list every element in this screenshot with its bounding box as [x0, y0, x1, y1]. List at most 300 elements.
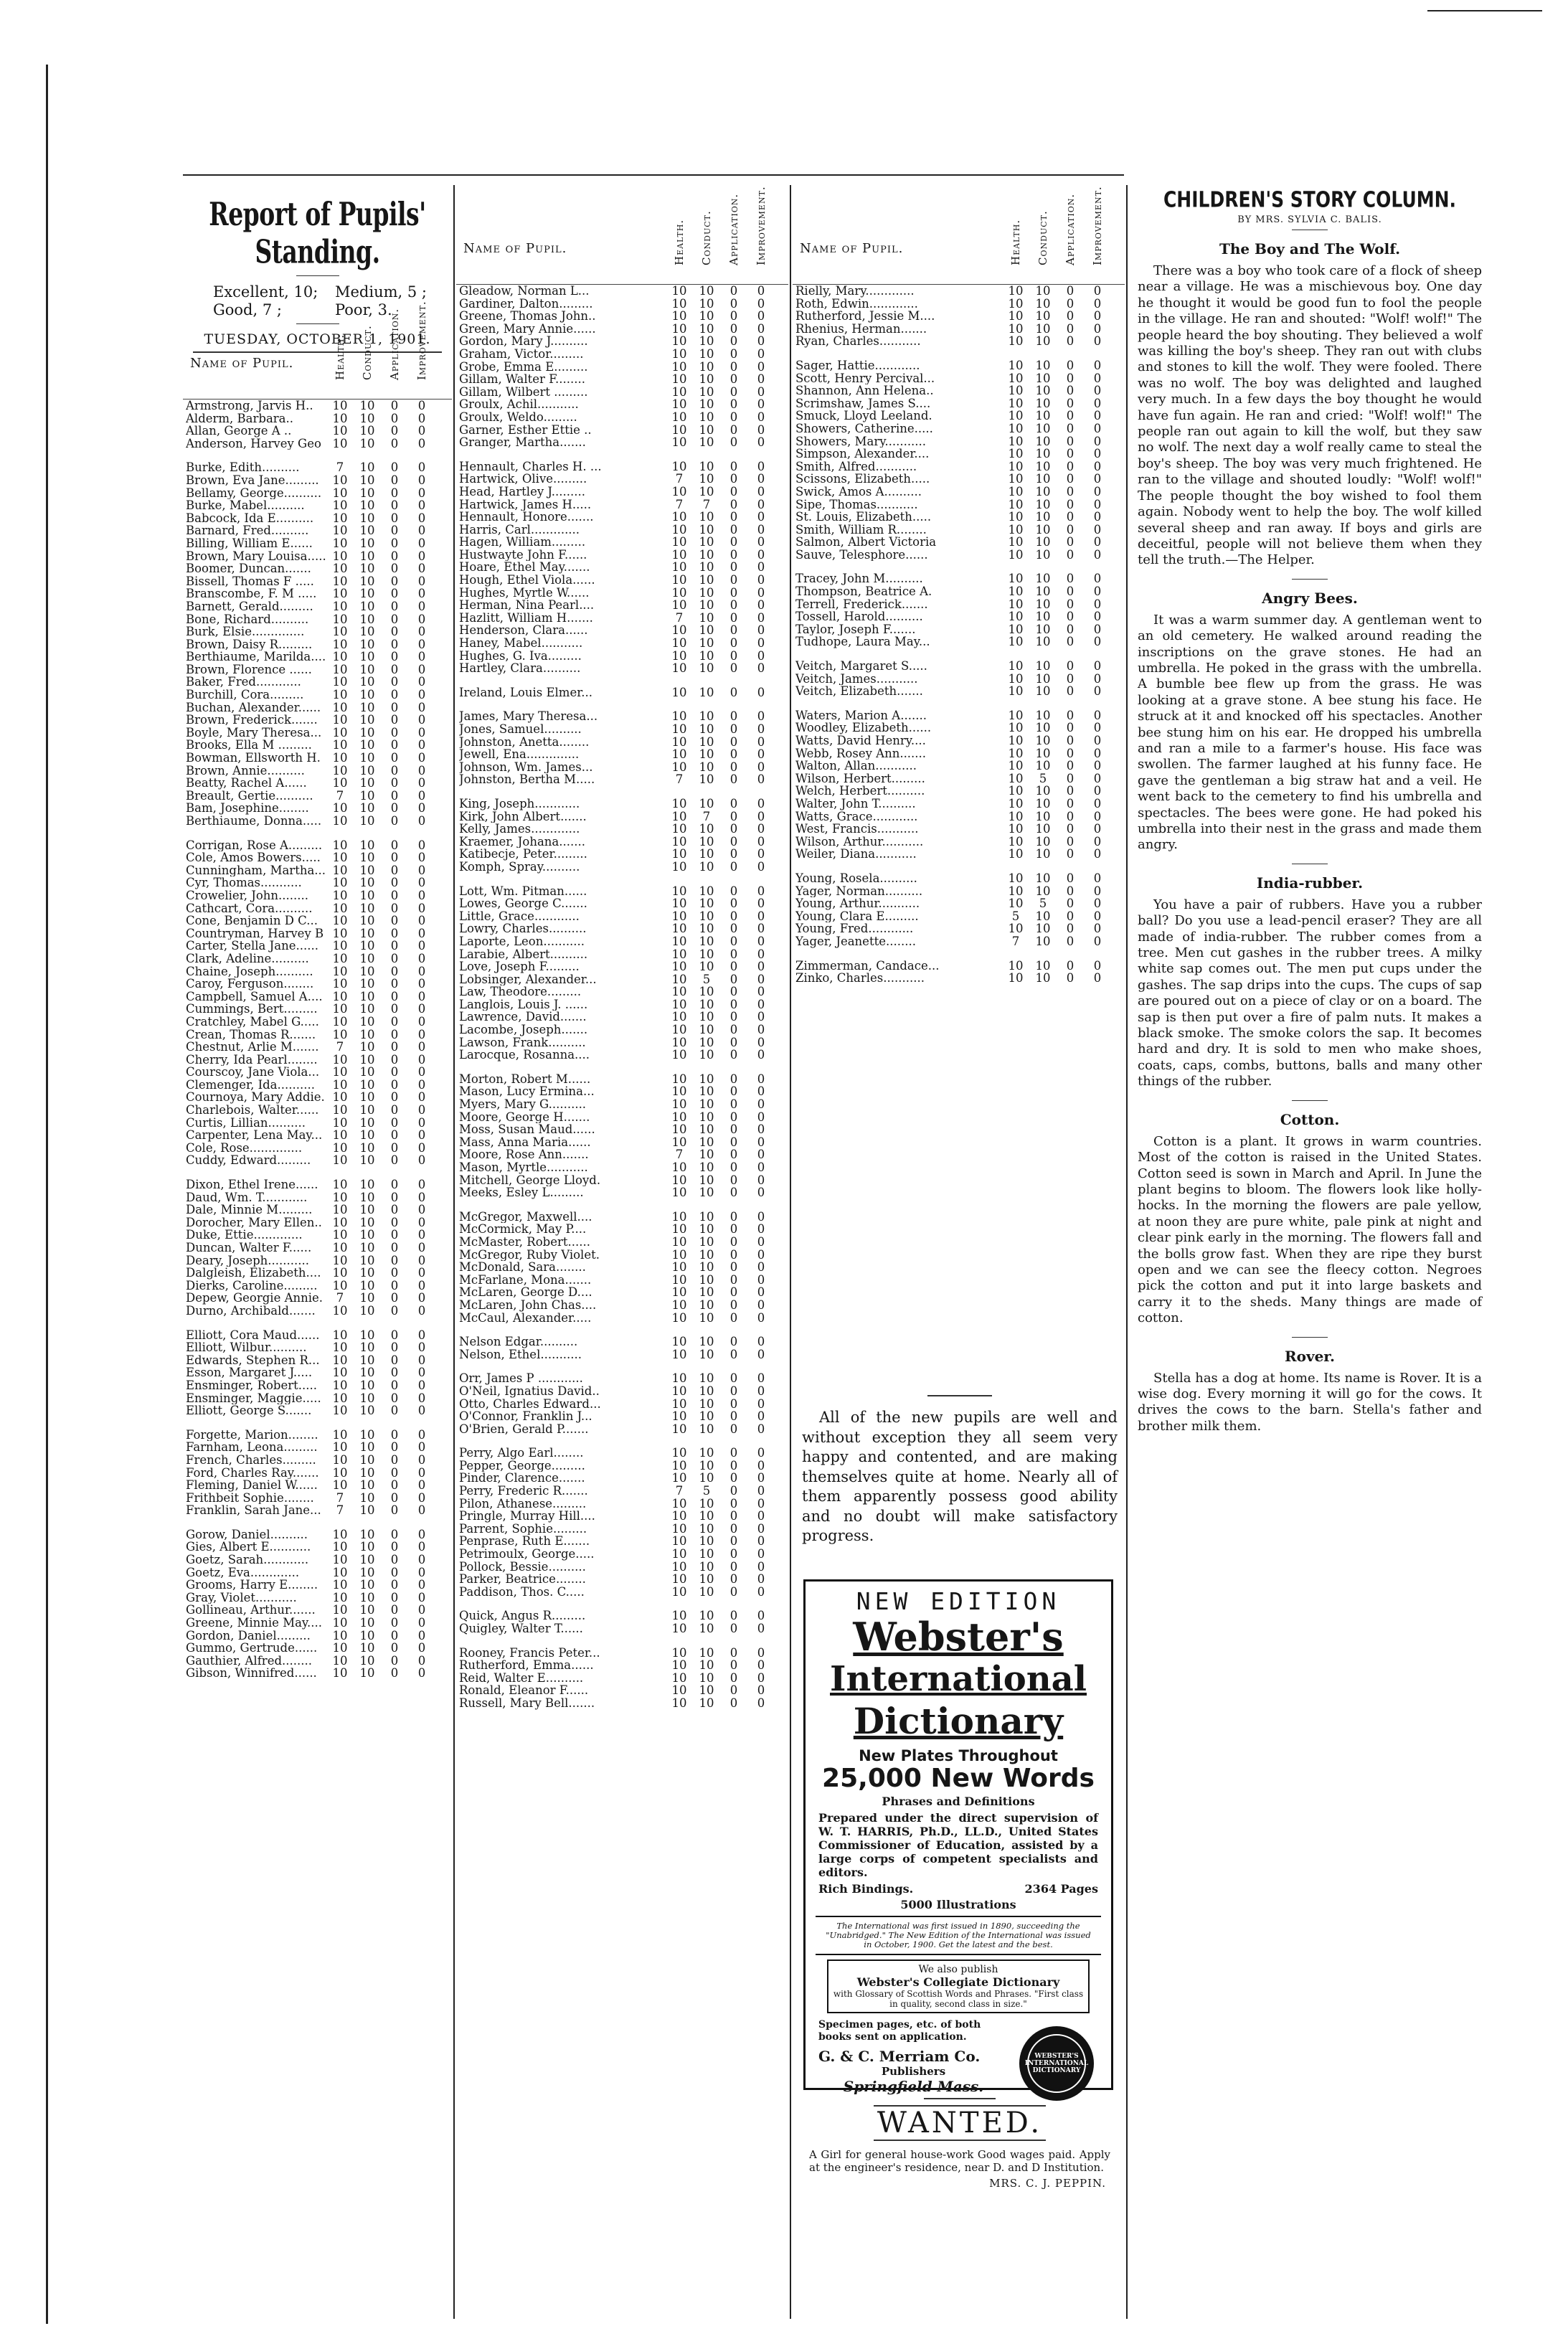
score-cell: 0: [1066, 510, 1075, 524]
score-cell: 0: [757, 1310, 765, 1325]
score-cell: 0: [1093, 409, 1102, 423]
score-cell: 10: [1035, 834, 1051, 848]
score-cell: 10: [699, 1297, 714, 1312]
score-cell: 10: [699, 1072, 714, 1086]
score-cell: 10: [1035, 635, 1051, 649]
pupil-name: Lawson, Frank..........: [459, 1036, 586, 1049]
score-cell: 10: [359, 725, 375, 739]
score-cell: 10: [359, 713, 375, 727]
story-heading: Rover.: [1285, 1347, 1335, 1365]
table-row: [183, 1479, 452, 1492]
standing-column-2: [456, 185, 788, 1721]
score-cell: 0: [757, 1160, 765, 1174]
score-cell: 0: [1066, 822, 1075, 836]
score-cell: 10: [671, 985, 687, 999]
score-cell: 10: [671, 1696, 687, 1710]
table-row: [456, 398, 788, 411]
table-row: [793, 372, 1125, 385]
score-cell: 10: [671, 1622, 687, 1635]
score-cell: 10: [1008, 771, 1024, 785]
standing-rows: [456, 285, 788, 1721]
table-row: [183, 777, 452, 790]
table-row: [183, 487, 452, 500]
score-cell: 0: [390, 713, 399, 727]
pupil-name: St. Louis, Elizabeth.....: [795, 511, 932, 524]
table-row: [456, 637, 788, 650]
score-cell: 0: [1093, 759, 1102, 773]
score-cell: 0: [390, 1014, 399, 1029]
score-cell: 10: [699, 1310, 714, 1325]
pupil-name: Waters, Marion A.......: [795, 709, 927, 722]
score-cell: 0: [1066, 784, 1075, 798]
pupil-name: Walter, John T..........: [795, 797, 916, 810]
score-cell: 10: [699, 1048, 714, 1062]
score-cell: 0: [1093, 897, 1102, 911]
score-cell: 0: [757, 1371, 765, 1386]
score-cell: 10: [332, 1404, 348, 1418]
score-cell: 10: [1035, 684, 1051, 699]
table-row: [456, 723, 788, 736]
score-cell: 0: [729, 1609, 738, 1623]
score-cell: 0: [417, 637, 426, 651]
score-cell: 0: [757, 1186, 765, 1200]
score-cell: 10: [671, 1658, 687, 1673]
score-cell: 10: [699, 1234, 714, 1249]
score-cell: 10: [1035, 909, 1051, 923]
score-cell: 0: [757, 472, 765, 486]
score-cell: 10: [332, 1553, 348, 1567]
pupil-name: Countryman, Harvey B: [186, 927, 324, 940]
table-row: [456, 798, 788, 810]
score-cell: 10: [671, 1609, 687, 1623]
table-row: [183, 1617, 452, 1630]
score-cell: 0: [417, 675, 426, 689]
score-cell: 10: [359, 888, 375, 902]
score-cell: 0: [757, 610, 765, 625]
table-row: [793, 872, 1125, 885]
table-row: [456, 1385, 788, 1398]
pupil-name: Garner, Esther Ettie ..: [459, 423, 592, 437]
score-cell: 0: [757, 1422, 765, 1436]
pupil-name: Brown, Frederick.......: [186, 714, 318, 727]
pupil-name: Rutherford, Emma......: [459, 1659, 594, 1672]
score-cell: 0: [757, 1135, 765, 1149]
score-cell: 10: [332, 688, 348, 702]
score-cell: 0: [729, 847, 738, 861]
score-cell: 10: [332, 436, 348, 450]
table-row: [456, 848, 788, 861]
story-text: Stella has a dog at home. Its name is Rover. It is a wise dog. Every morning it will go for the cows. It drives the cows to the barn. Stella's father and brother milk them.: [1138, 1370, 1482, 1434]
score-cell: 10: [671, 1471, 687, 1485]
table-row: [183, 1366, 452, 1379]
score-cell: 10: [1035, 447, 1051, 461]
pupil-name: Cone, Benjamin D C...: [186, 914, 318, 927]
score-cell: 10: [671, 296, 687, 311]
pupil-name: West, Francis...........: [795, 823, 919, 836]
score-cell: 10: [671, 397, 687, 412]
pupil-name: Moss, Susan Maud......: [459, 1123, 595, 1136]
pupil-name: McLaren, John Chas....: [459, 1298, 597, 1312]
score-cell: 0: [417, 460, 426, 475]
table-row: [456, 612, 788, 625]
score-cell: 0: [1066, 535, 1075, 549]
pupil-name: Moore, Rose Ann.......: [459, 1148, 589, 1161]
table-row: [456, 1174, 788, 1187]
score-cell: 10: [1008, 510, 1024, 524]
table-row: [183, 1029, 452, 1041]
score-cell: 10: [671, 1272, 687, 1287]
score-cell: 10: [699, 1471, 714, 1485]
score-cell: 0: [729, 1696, 738, 1710]
score-cell: 10: [1035, 510, 1051, 524]
table-row: [183, 1054, 452, 1067]
score-cell: 10: [359, 498, 375, 513]
score-cell: 10: [332, 1666, 348, 1680]
table-row: [793, 549, 1125, 562]
pupil-name: Lott, Wm. Pitman......: [459, 884, 587, 898]
pupil-name: Campbell, Samuel A....: [186, 990, 323, 1003]
pupil-name: Jones, Samuel..........: [459, 723, 582, 736]
table-row: [793, 486, 1125, 498]
score-cell: 0: [729, 346, 738, 361]
pupil-name: Little, Grace............: [459, 909, 580, 923]
pupil-name: Frithbeit Sophie........: [186, 1491, 314, 1505]
pupil-name: Gummo, Gertrude......: [186, 1642, 318, 1655]
score-cell: 10: [671, 321, 687, 336]
pupil-name: Kraemer, Johana.......: [459, 835, 585, 848]
score-cell: 0: [417, 1603, 426, 1617]
score-cell: 10: [359, 662, 375, 676]
score-cell: 0: [390, 1353, 399, 1367]
score-cell: 0: [417, 1503, 426, 1518]
table-row: [456, 897, 788, 910]
score-cell: 0: [757, 1285, 765, 1300]
table-row: [183, 524, 452, 537]
score-cell: 10: [1008, 958, 1024, 973]
table-row: [456, 1249, 788, 1262]
score-cell: 0: [417, 1291, 426, 1305]
score-cell: 10: [671, 560, 687, 575]
pupil-name: Anderson, Harvey Geo: [186, 437, 321, 450]
table-row: [456, 386, 788, 399]
score-cell: 0: [729, 410, 738, 424]
score-cell: 10: [671, 648, 687, 663]
score-cell: 10: [671, 422, 687, 437]
score-cell: 10: [359, 851, 375, 865]
score-cell: 0: [729, 1110, 738, 1124]
table-row: [183, 587, 452, 600]
score-cell: 10: [332, 1303, 348, 1318]
score-cell: 10: [699, 709, 714, 724]
score-cell: 10: [699, 722, 714, 736]
score-cell: 10: [332, 599, 348, 613]
legend-poor: Poor, 3.: [335, 301, 392, 318]
table-row: [183, 1016, 452, 1029]
table-row: [793, 435, 1125, 448]
score-cell: 10: [332, 939, 348, 953]
score-cell: 0: [417, 562, 426, 576]
score-cell: 0: [390, 650, 399, 664]
score-cell: 10: [699, 1696, 714, 1710]
score-cell: 0: [757, 422, 765, 437]
table-row: [183, 1604, 452, 1617]
score-cell: 10: [332, 1391, 348, 1405]
table-row: [183, 1242, 452, 1254]
score-cell: 10: [671, 1010, 687, 1024]
score-cell: 10: [1035, 484, 1051, 498]
score-cell: 10: [332, 399, 348, 412]
score-cell: 10: [359, 688, 375, 702]
score-cell: 10: [359, 1178, 375, 1192]
score-cell: 10: [671, 410, 687, 424]
score-cell: 0: [757, 822, 765, 836]
score-cell: 0: [1093, 421, 1102, 435]
table-row: [456, 662, 788, 675]
score-cell: 0: [729, 1035, 738, 1049]
score-cell: 10: [332, 1565, 348, 1579]
score-cell: 10: [359, 1153, 375, 1168]
pupil-name: Carpenter, Lena May...: [186, 1129, 323, 1142]
table-row: [793, 298, 1125, 311]
table-row: [183, 965, 452, 978]
score-cell: 10: [671, 1072, 687, 1086]
pupil-name: Goetz, Sarah............: [186, 1554, 309, 1566]
score-cell: 10: [699, 1584, 714, 1599]
score-cell: 0: [757, 296, 765, 311]
new-pupils-note: All of the new pupils are well and without exception they all seem very happy and contented, and are making themselves quite at home. Nearly all of them apparently possess good ability and no doubt will make satisfactory progress.: [802, 1409, 1118, 1544]
score-cell: 10: [332, 1465, 348, 1480]
score-cell: 10: [699, 1010, 714, 1024]
score-cell: 0: [390, 1465, 399, 1480]
score-cell: 10: [332, 637, 348, 651]
pupil-name: Reid, Walter E..........: [459, 1671, 584, 1685]
pupil-name: Sipe, Thomas...........: [795, 498, 918, 511]
pupil-name: Hartley, Clara..........: [459, 662, 581, 675]
table-row: [456, 1085, 788, 1098]
score-cell: 10: [1035, 421, 1051, 435]
score-cell: 0: [1066, 635, 1075, 649]
table-row: [456, 1186, 788, 1199]
score-cell: 0: [417, 1540, 426, 1554]
pupil-name: Grobe, Emma E.........: [459, 360, 588, 374]
score-cell: 10: [359, 1427, 375, 1442]
score-cell: 10: [671, 834, 687, 848]
score-cell: 0: [390, 888, 399, 902]
table-row: [183, 1329, 452, 1342]
score-cell: 0: [1093, 284, 1102, 298]
score-cell: 10: [332, 1328, 348, 1342]
score-cell: 0: [417, 1452, 426, 1467]
score-cell: 10: [332, 926, 348, 940]
score-cell: 0: [757, 1534, 765, 1549]
score-cell: 0: [1093, 746, 1102, 760]
score-cell: 10: [1008, 284, 1024, 298]
score-cell: 10: [699, 1458, 714, 1472]
pupil-name: Nelson Edgar..........: [459, 1335, 578, 1348]
pupil-name: Burchill, Cora.........: [186, 689, 304, 701]
score-cell: 10: [699, 598, 714, 613]
score-cell: 10: [332, 1014, 348, 1029]
score-cell: 0: [417, 1328, 426, 1342]
score-cell: 0: [417, 1303, 426, 1318]
score-cell: 0: [729, 573, 738, 587]
score-cell: 10: [1035, 296, 1051, 311]
score-cell: 0: [1066, 309, 1075, 323]
table-row: [456, 473, 788, 486]
table-row: [793, 410, 1125, 422]
score-cell: 10: [671, 547, 687, 562]
score-cell: 10: [671, 760, 687, 774]
score-cell: 10: [359, 1565, 375, 1579]
score-cell: 0: [729, 309, 738, 323]
score-cell: 0: [757, 1484, 765, 1498]
pupil-name: O'Brien, Gerald P.......: [459, 1422, 589, 1436]
score-cell: 10: [671, 1186, 687, 1200]
score-cell: 0: [390, 1140, 399, 1155]
pupil-name: Dale, Minnie M.........: [186, 1204, 313, 1216]
score-cell: 0: [729, 709, 738, 724]
score-cell: 0: [1066, 610, 1075, 624]
pupil-name: Dalgleish, Elizabeth....: [186, 1267, 321, 1280]
pupil-name: Tracey, John M..........: [795, 572, 923, 586]
score-cell: 0: [1066, 659, 1075, 673]
table-row: [793, 473, 1125, 486]
score-cell: 10: [671, 284, 687, 298]
score-cell: 7: [675, 1484, 684, 1498]
score-cell: 10: [332, 763, 348, 777]
table-row: [793, 722, 1125, 734]
table-row: [183, 537, 452, 550]
score-cell: 10: [1035, 759, 1051, 773]
score-cell: 10: [359, 838, 375, 852]
score-cell: 0: [417, 1565, 426, 1579]
score-cell: 0: [417, 662, 426, 676]
score-cell: 0: [417, 498, 426, 513]
pupil-name: Armstrong, Jarvis H..: [186, 400, 313, 412]
score-cell: 0: [729, 522, 738, 536]
score-cell: 0: [417, 599, 426, 613]
table-row: [456, 973, 788, 986]
score-cell: 0: [757, 947, 765, 961]
score-cell: 10: [671, 997, 687, 1011]
pupil-name: Rooney, Francis Peter...: [459, 1646, 600, 1660]
score-cell: 10: [671, 1422, 687, 1436]
pupil-name: Cunningham, Martha...: [186, 864, 326, 877]
score-cell: 10: [332, 1203, 348, 1217]
table-row: [456, 511, 788, 524]
score-cell: 10: [1008, 759, 1024, 773]
story-column-title: CHILDREN'S STORY COLUMN.: [1163, 187, 1457, 212]
pupil-name: Greene, Thomas John..: [459, 310, 596, 323]
pupil-name: Webb, Rosey Ann.......: [795, 747, 927, 760]
score-cell: 10: [359, 1328, 375, 1342]
score-cell: 10: [359, 650, 375, 664]
score-cell: 10: [359, 436, 375, 450]
score-cell: 0: [757, 522, 765, 536]
score-cell: 10: [359, 964, 375, 978]
table-row: [793, 785, 1125, 798]
pupil-name: Mass, Anna Maria......: [459, 1135, 591, 1149]
score-cell: 10: [332, 1590, 348, 1604]
score-cell: 0: [757, 484, 765, 498]
score-cell: 10: [671, 709, 687, 724]
score-cell: 0: [1066, 384, 1075, 398]
score-cell: 0: [417, 1341, 426, 1355]
score-cell: 0: [729, 859, 738, 874]
score-cell: 10: [699, 734, 714, 749]
score-cell: 10: [359, 1553, 375, 1567]
score-cell: 0: [390, 838, 399, 852]
score-cell: 0: [729, 1534, 738, 1549]
table-row: [456, 1111, 788, 1124]
score-cell: 0: [390, 1128, 399, 1143]
score-cell: 10: [671, 573, 687, 587]
score-cell: 0: [729, 1371, 738, 1386]
score-cell: 0: [1093, 771, 1102, 785]
pupil-name: Gauthier, Alfred........: [186, 1654, 312, 1668]
score-cell: 10: [699, 1509, 714, 1523]
pupil-name: Brown, Annie..........: [186, 764, 305, 777]
pupil-name: Gillam, Walter F........: [459, 373, 585, 386]
score-cell: 10: [332, 498, 348, 513]
score-cell: 0: [757, 847, 765, 861]
score-cell: 0: [1093, 384, 1102, 398]
score-cell: 0: [729, 922, 738, 936]
table-row: [456, 1410, 788, 1423]
table-row: [183, 1142, 452, 1155]
pupil-name: Charlebois, Walter......: [186, 1104, 319, 1117]
pupil-name: Gibson, Winnifred......: [186, 1667, 317, 1680]
table-row: [456, 561, 788, 574]
score-cell: 0: [390, 776, 399, 790]
table-row: [183, 952, 452, 965]
score-cell: 0: [1066, 434, 1075, 448]
table-row: [456, 361, 788, 374]
score-cell: 10: [671, 535, 687, 549]
score-cell: 10: [1008, 635, 1024, 649]
score-cell: 0: [390, 1203, 399, 1217]
score-cell: 0: [1066, 334, 1075, 349]
score-cell: 10: [332, 776, 348, 790]
table-row: [183, 1154, 452, 1167]
score-cell: 10: [699, 1446, 714, 1460]
score-cell: 10: [359, 751, 375, 765]
score-cell: 0: [729, 1048, 738, 1062]
table-row: [456, 922, 788, 935]
score-cell: 10: [1035, 309, 1051, 323]
score-cell: 0: [390, 1404, 399, 1418]
table-row: [183, 600, 452, 613]
score-cell: 10: [671, 897, 687, 911]
pupil-name: McLaren, George D....: [459, 1286, 592, 1299]
score-cell: 10: [1008, 622, 1024, 636]
table-row: [183, 474, 452, 487]
table-row: [183, 1254, 452, 1267]
score-cell: 0: [417, 625, 426, 639]
score-cell: 0: [1066, 971, 1075, 985]
pupil-name: Duke, Ettie.............: [186, 1229, 303, 1242]
table-row: [456, 1573, 788, 1586]
score-cell: 0: [417, 1590, 426, 1604]
score-cell: 0: [417, 901, 426, 915]
score-cell: 10: [699, 1135, 714, 1149]
pupil-name: Hughes, Myrtle W......: [459, 586, 590, 600]
score-cell: 10: [1008, 358, 1024, 372]
score-cell: 0: [390, 1366, 399, 1380]
table-row: [183, 1655, 452, 1668]
pupil-name: Johnston, Bertha M.....: [459, 773, 595, 786]
score-cell: 10: [332, 574, 348, 588]
